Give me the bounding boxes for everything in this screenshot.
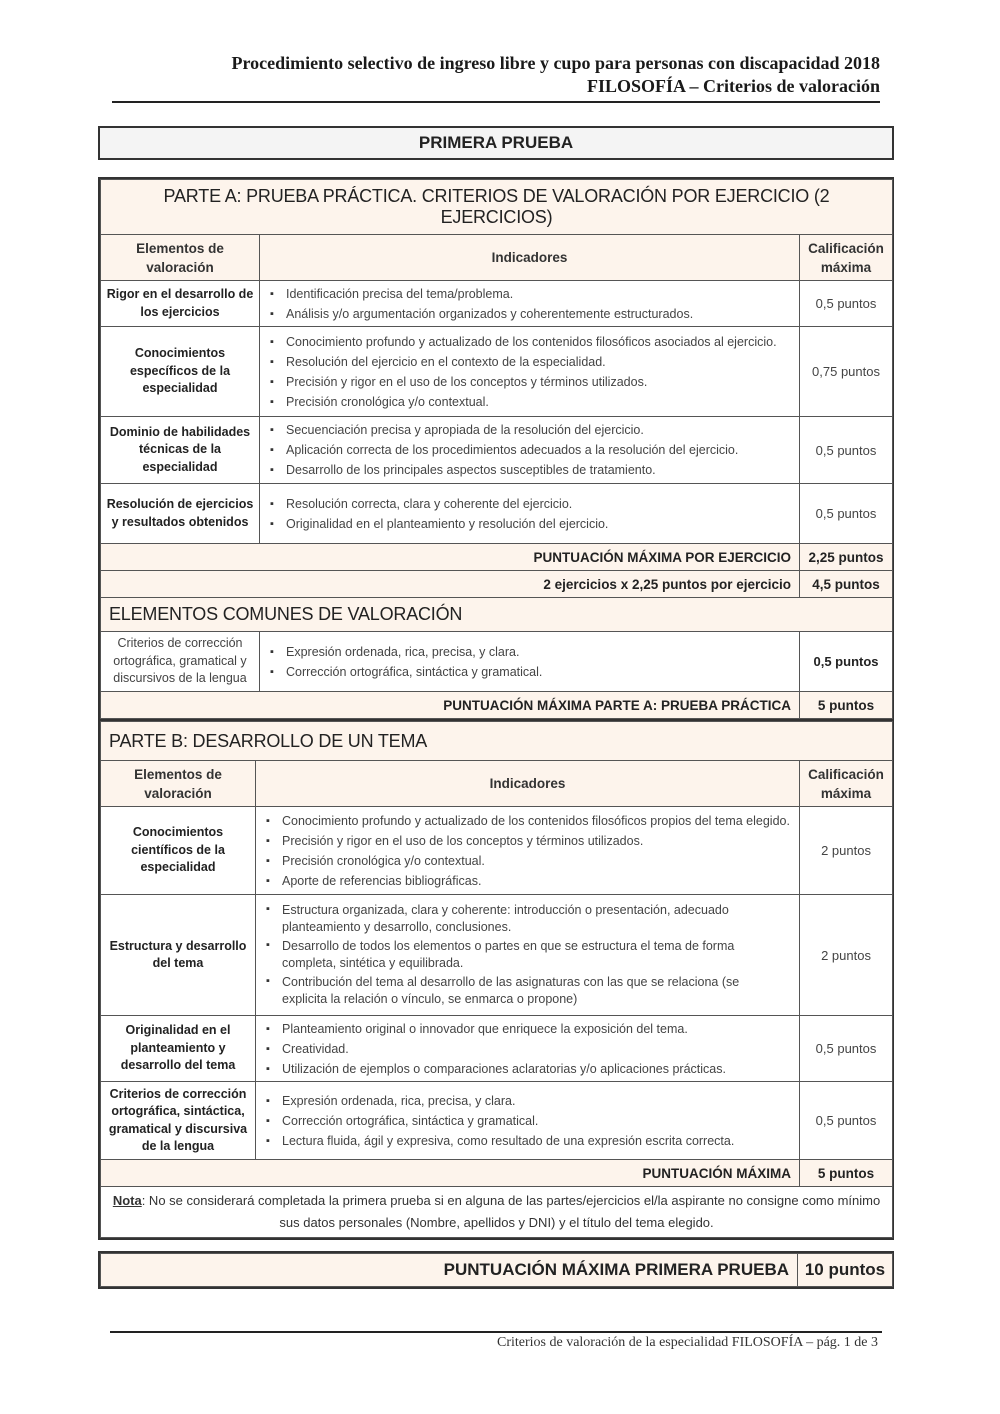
indicator-item: ▪ Estructura organizada, clara y coherente: introducción o presentación, adecuado planteamiento y desarrollo, conclusiones.: [282, 901, 759, 937]
indicator-item: ▪ Precisión cronológica y/o contextual.: [282, 851, 793, 871]
element-label: Estructura y desarrollo del tema: [101, 895, 256, 1016]
parte-b-title: PARTE B: DESARROLLO DE UN TEMA: [101, 722, 893, 761]
page-footer: Criterios de valoración de la especialidad FILOSOFÍA – pág. 1 de 3: [496, 1335, 878, 1350]
table-row: [101, 1082, 893, 1160]
total-value: 2,25 puntos: [800, 544, 893, 571]
parte-b-table: [98, 719, 894, 1240]
indicator-item: ▪ Resolución del ejercicio en el contexto de la especialidad.: [286, 352, 793, 372]
points-value: 2 puntos: [800, 807, 893, 895]
points-value: 0,5 puntos: [800, 417, 893, 484]
nota-body: : No se considerará completada la primera prueba si en alguna de las partes/ejercicios el/la aspirante no consigne como mínimo sus datos personales (Nombre, apellidos y DNI) y el título del tema elegido.: [141, 1193, 881, 1230]
table-row: [101, 484, 893, 544]
points-value: 0,5 puntos: [800, 1082, 893, 1160]
header-line-1: Procedimiento selectivo de ingreso libre y cupo para personas con discapacidad 2018: [231, 53, 880, 73]
common-elements-title: ELEMENTOS COMUNES DE VALORACIÓN: [101, 598, 893, 632]
footer-divider: [110, 1331, 882, 1333]
table-row: [101, 1016, 893, 1082]
col-header-elementos: Elementos de valoración: [101, 235, 260, 281]
points-value: 2 puntos: [800, 895, 893, 1016]
total-row-per-exercise: [101, 544, 893, 571]
indicator-item: ▪ Creatividad.: [282, 1039, 793, 1059]
indicator-item: ▪ Expresión ordenada, rica, precisa, y clara.: [286, 642, 793, 662]
indicator-item: ▪ Precisión y rigor en el uso de los conceptos y términos utilizados.: [286, 372, 793, 392]
indicator-item: ▪ Planteamiento original o innovador que enriquece la exposición del tema.: [282, 1019, 793, 1039]
indicator-item: ▪ Corrección ortográfica, sintáctica y gramatical.: [282, 1111, 793, 1131]
element-label: Criterios de corrección ortográfica, sintáctica, gramatical y discursiva de la lengua: [101, 1082, 256, 1160]
col-header-elementos: Elementos de valoración: [101, 761, 256, 807]
total-label: 2 ejercicios x 2,25 puntos por ejercicio: [101, 571, 800, 598]
element-label: Criterios de corrección ortográfica, gramatical y discursivos de la lengua: [101, 632, 260, 692]
indicator-item: ▪ Desarrollo de todos los elementos o partes en que se estructura el tema de forma completa, sintética y equilibrada.: [282, 937, 759, 973]
total-row-parte-a: [101, 692, 893, 719]
table-row: [101, 632, 893, 692]
element-label: Rigor en el desarrollo de los ejercicios: [101, 281, 260, 327]
header-divider: [112, 101, 880, 103]
indicator-item: ▪ Análisis y/o argumentación organizados y coherentemente estructurados.: [286, 304, 793, 324]
indicator-item: ▪ Precisión y rigor en el uso de los conceptos y términos utilizados.: [282, 831, 793, 851]
final-total-row: [101, 1254, 893, 1287]
col-header-indicadores: Indicadores: [260, 235, 800, 281]
indicator-item: ▪ Contribución del tema al desarrollo de las asignaturas con las que se relaciona (se explicita la relación o vínculo, se enmarca o propone): [282, 973, 759, 1009]
total-value: 5 puntos: [800, 1160, 893, 1187]
total-value: 4,5 puntos: [800, 571, 893, 598]
points-value: 0,75 puntos: [800, 327, 893, 417]
indicator-item: ▪ Resolución correcta, clara y coherente del ejercicio.: [286, 494, 793, 514]
points-value: 0,5 puntos: [800, 632, 893, 692]
total-label: PUNTUACIÓN MÁXIMA POR EJERCICIO: [101, 544, 800, 571]
table-row: [101, 895, 893, 1016]
points-value: 0,5 puntos: [800, 484, 893, 544]
indicator-item: ▪ Aporte de referencias bibliográficas.: [282, 871, 793, 891]
nota-label: Nota: [112, 1193, 142, 1208]
main-title: PRIMERA PRUEBA: [98, 126, 894, 160]
indicator-item: ▪ Precisión cronológica y/o contextual.: [286, 392, 793, 412]
total-value: 5 puntos: [800, 692, 893, 719]
indicator-item: ▪ Expresión ordenada, rica, precisa, y clara.: [282, 1091, 793, 1111]
parte-a-title: PARTE A: PRUEBA PRÁCTICA. CRITERIOS DE VALORACIÓN POR EJERCICIO (2 EJERCICIOS): [101, 180, 893, 235]
indicator-item: ▪ Conocimiento profundo y actualizado de los contenidos filosóficos asociados al ejercicio.: [286, 332, 793, 352]
indicator-item: ▪ Identificación precisa del tema/problema.: [286, 284, 793, 304]
table-row: [101, 807, 893, 895]
indicator-item: ▪ Aplicación correcta de los procedimientos adecuados a la resolución del ejercicio.: [286, 440, 793, 460]
points-value: 0,5 puntos: [800, 281, 893, 327]
nota-text: [101, 1187, 893, 1238]
final-total-table: [98, 1251, 894, 1289]
total-label: PUNTUACIÓN MÁXIMA PARTE A: PRUEBA PRÁCTICA: [101, 692, 800, 719]
indicator-item: ▪ Desarrollo de los principales aspectos susceptibles de tratamiento.: [286, 460, 793, 480]
indicator-item: ▪ Originalidad en el planteamiento y resolución del ejercicio.: [286, 514, 793, 534]
total-row-parte-b: [101, 1160, 893, 1187]
table-row: [101, 281, 893, 327]
final-total-value: 10 puntos: [798, 1254, 893, 1287]
element-label: Conocimientos científicos de la especialidad: [101, 807, 256, 895]
indicator-item: ▪ Utilización de ejemplos o comparaciones aclaratorias y/o aplicaciones prácticas.: [282, 1059, 793, 1079]
parte-a-table: [98, 177, 894, 721]
col-header-calificacion: Calificación máxima: [800, 235, 893, 281]
element-label: Originalidad en el planteamiento y desarrollo del tema: [101, 1016, 256, 1082]
total-label: PUNTUACIÓN MÁXIMA: [101, 1160, 800, 1187]
element-label: Conocimientos específicos de la especialidad: [101, 327, 260, 417]
page-header: [112, 52, 880, 98]
final-total-label: PUNTUACIÓN MÁXIMA PRIMERA PRUEBA: [101, 1254, 798, 1287]
table-row: [101, 327, 893, 417]
element-label: Resolución de ejercicios y resultados obtenidos: [101, 484, 260, 544]
indicator-item: ▪ Secuenciación precisa y apropiada de la resolución del ejercicio.: [286, 420, 793, 440]
element-label: Dominio de habilidades técnicas de la especialidad: [101, 417, 260, 484]
indicator-item: ▪ Corrección ortográfica, sintáctica y gramatical.: [286, 662, 793, 682]
col-header-calificacion: Calificación máxima: [800, 761, 893, 807]
indicator-item: ▪ Conocimiento profundo y actualizado de los contenidos filosóficos propios del tema elegido.: [282, 811, 793, 831]
total-row-exercises: [101, 571, 893, 598]
col-header-indicadores: Indicadores: [256, 761, 800, 807]
indicator-item: ▪ Lectura fluida, ágil y expresiva, como resultado de una expresión escrita correcta.: [282, 1131, 793, 1151]
points-value: 0,5 puntos: [800, 1016, 893, 1082]
header-line-2: FILOSOFÍA – Criterios de valoración: [587, 76, 880, 96]
table-row: [101, 417, 893, 484]
